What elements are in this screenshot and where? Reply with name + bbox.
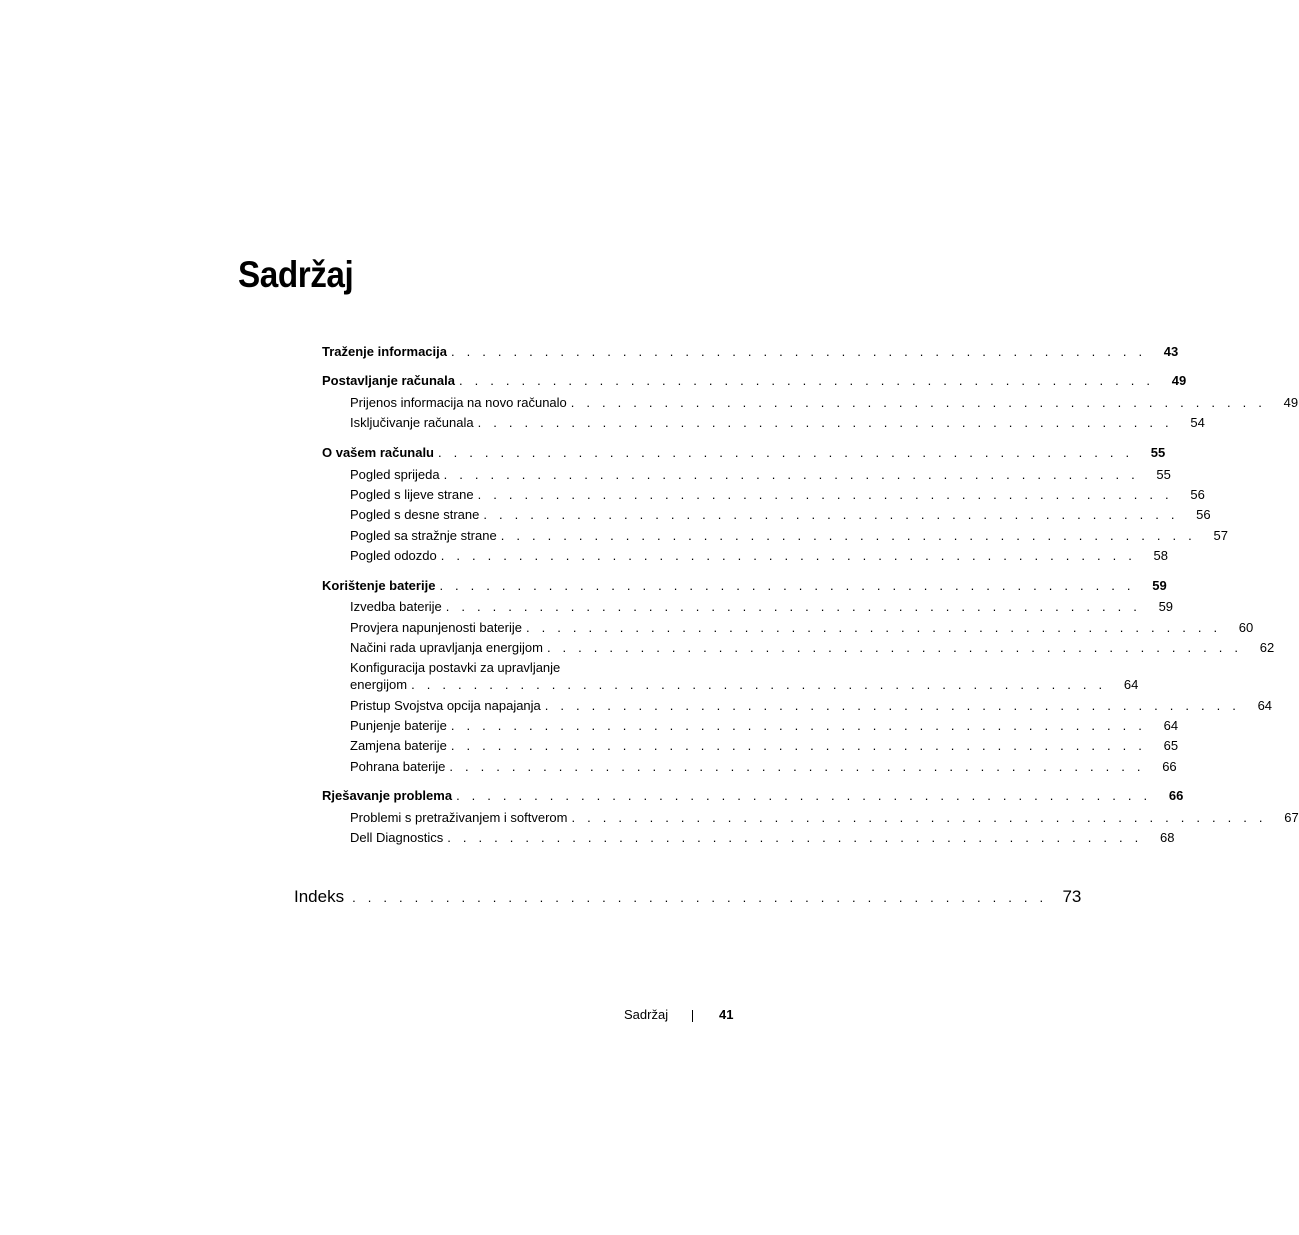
toc-section-entry[interactable] — [350, 395, 1299, 411]
dot-leader: . . . . . . . . . . . . . . . . . . . . . . . . . . . . . . . . . . . . . . . . . . . . . — [438, 445, 1134, 460]
toc-entry-page: 49 — [1171, 373, 1187, 388]
toc-entry-label: Punjenje baterije — [350, 718, 447, 733]
toc-section-entry[interactable] — [350, 677, 1139, 693]
toc-entry-label: Provjera napunjenosti baterije — [350, 620, 522, 635]
toc-chapter-entry[interactable] — [322, 788, 1184, 804]
page-footer — [600, 1006, 734, 1024]
dot-leader: . . . . . . . . . . . . . . . . . . . . . . . . . . . . . . . . . . . . . . . . . . . . . — [450, 718, 1147, 733]
toc-chapter-entry[interactable] — [322, 373, 1187, 389]
index-label: Indeks — [294, 887, 345, 906]
dot-leader: . . . . . . . . . . . . . . . . . . . . . . . . . . . . . . . . . . . . . . . . . . . . . — [477, 415, 1173, 430]
toc-section-entry[interactable] — [350, 528, 1228, 544]
toc-entry-page: 56 — [1190, 487, 1205, 502]
footer-page-number: 41 — [719, 1007, 734, 1022]
toc-entry-label: Prijenos informacija na novo računalo — [350, 395, 567, 410]
dot-leader: . . . . . . . . . . . . . . . . . . . . . . . . . . . . . . . . . . . . . . . . . . . . . — [439, 578, 1135, 593]
toc-entry-label: Izvedba baterije — [350, 599, 442, 614]
toc-entry-page: 64 — [1163, 718, 1179, 733]
dot-leader: . . . . . . . . . . . . . . . . . . . . . . . . . . . . . . . . . . . . . . . . . . . . . — [450, 738, 1147, 753]
toc-entry-label: Pogled s lijeve strane — [350, 487, 474, 502]
toc-entry-label: Zamjena baterije — [350, 738, 447, 753]
toc-entry-label: Korištenje baterije — [322, 578, 436, 593]
footer-label: Sadržaj — [624, 1007, 669, 1022]
toc-chapter-entry[interactable] — [322, 344, 1179, 360]
dot-leader: . . . . . . . . . . . . . . . . . . . . . . . . . . . . . . . . . . . . . . . . . . . . . — [500, 528, 1196, 543]
toc-chapter-entry[interactable] — [322, 445, 1166, 461]
toc-section-entry[interactable] — [350, 810, 1299, 826]
dot-leader: . . . . . . . . . . . . . . . . . . . . . . . . . . . . . . . . . . . . . . . . . . . . . — [440, 548, 1137, 563]
toc-section-entry[interactable] — [350, 830, 1175, 846]
toc-section-entry[interactable] — [350, 620, 1254, 636]
dot-leader: . . . . . . . . . . . . . . . . . . . . . . . . . . . . . . . . . . . . . . . . . . . . . — [443, 467, 1139, 482]
toc-section-entry[interactable] — [350, 599, 1174, 615]
toc-section-entry[interactable] — [350, 415, 1205, 431]
footer-separator — [692, 1010, 693, 1022]
toc-entry-label: Problemi s pretraživanjem i softverom — [350, 810, 568, 825]
toc-section-entry[interactable] — [350, 718, 1179, 734]
toc-entry-page: 57 — [1213, 528, 1228, 543]
toc-entry-label: O vašem računalu — [322, 445, 434, 460]
toc-entry-page: 65 — [1163, 738, 1179, 753]
toc-entry-label: Pogled sprijeda — [350, 467, 440, 482]
toc-entry-page: 67 — [1284, 810, 1299, 825]
toc-entry-page: 68 — [1160, 830, 1175, 845]
dot-leader: . . . . . . . . . . . . . . . . . . . . . . . . . . . . . . . . . . . . . . . . . . . . . — [544, 698, 1241, 713]
toc-entry-label: Rješavanje problema — [322, 788, 453, 803]
toc-entry-page: 60 — [1238, 620, 1254, 635]
toc-entry-page: 62 — [1259, 640, 1275, 655]
toc-entry-page: 66 — [1162, 759, 1177, 774]
toc-entry-label: Pogled sa stražnje strane — [350, 528, 497, 543]
toc-chapter-entry[interactable] — [322, 578, 1167, 594]
dot-leader: . . . . . . . . . . . . . . . . . . . . . . . . . . . . . . . . . . . . . . . . . . . . . — [546, 640, 1243, 655]
toc-entry-label: Traženje informacija — [322, 344, 447, 359]
dot-leader: . . . . . . . . . . . . . . . . . . . . . . . . . . . . . . . . . . . . . . . . . . . . . — [483, 507, 1179, 522]
toc-section-entry[interactable] — [350, 467, 1171, 483]
toc-entry-label-line1[interactable]: Konfiguracija postavki za upravljanje — [350, 660, 561, 675]
toc-section-entry[interactable] — [350, 698, 1273, 714]
dot-leader: . . . . . . . . . . . . . . . . . . . . . . . . . . . . . . . . . . . . . . . . . . . . . — [449, 759, 1145, 774]
toc-index-entry[interactable] — [294, 886, 1082, 909]
toc-entry-label: Načini rada upravljanja energijom — [350, 640, 543, 655]
toc-section-entry[interactable] — [350, 759, 1177, 775]
toc-section-entry[interactable] — [350, 640, 1275, 656]
toc-entry-page: 55 — [1150, 445, 1166, 460]
toc-entry-page: 43 — [1163, 344, 1179, 359]
toc-section-entry[interactable] — [350, 548, 1169, 564]
toc-entry-label: Pogled s desne strane — [350, 507, 480, 522]
dot-leader: . . . . . . . . . . . . . . . . . . . . . . . . . . . . . . . . . . . . . . . . . . . . . — [352, 890, 1048, 905]
toc-entry-label: Pohrana baterije — [350, 759, 446, 774]
dot-leader: . . . . . . . . . . . . . . . . . . . . . . . . . . . . . . . . . . . . . . . . . . . . . — [571, 810, 1267, 825]
toc-section-entry[interactable] — [350, 507, 1211, 523]
toc-entry-page: 54 — [1190, 415, 1205, 430]
toc-entry-label: Dell Diagnostics — [350, 830, 444, 845]
page-title: Sadržaj — [238, 254, 354, 295]
toc-entry-page: 58 — [1153, 548, 1169, 563]
dot-leader: . . . . . . . . . . . . . . . . . . . . . . . . . . . . . . . . . . . . . . . . . . . . . — [447, 830, 1143, 845]
toc-entry-page: 64 — [1257, 698, 1273, 713]
toc-entry-page: 49 — [1283, 395, 1299, 410]
toc-entry-label: Isključivanje računala — [350, 415, 474, 430]
toc-section-entry[interactable] — [350, 487, 1205, 503]
toc-entry-label: Postavljanje računala — [322, 373, 455, 388]
toc-entry-label: Pogled odozdo — [350, 548, 437, 563]
toc-entry-page: 64 — [1123, 677, 1139, 692]
toc-entry-page: 66 — [1168, 788, 1184, 803]
toc-entry-label: Pristup Svojstva opcija napajanja — [350, 698, 541, 713]
dot-leader: . . . . . . . . . . . . . . . . . . . . . . . . . . . . . . . . . . . . . . . . . . . . . — [451, 344, 1147, 359]
index-page: 73 — [1062, 887, 1082, 906]
dot-leader: . . . . . . . . . . . . . . . . . . . . . . . . . . . . . . . . . . . . . . . . . . . . . — [570, 395, 1267, 410]
toc-entry-page: 59 — [1152, 578, 1167, 593]
dot-leader: . . . . . . . . . . . . . . . . . . . . . . . . . . . . . . . . . . . . . . . . . . . . . — [456, 788, 1152, 803]
dot-leader: . . . . . . . . . . . . . . . . . . . . . . . . . . . . . . . . . . . . . . . . . . . . . — [445, 599, 1142, 614]
toc-entry-label: energijom — [350, 677, 408, 692]
toc-entry-page: 56 — [1196, 507, 1211, 522]
dot-leader: . . . . . . . . . . . . . . . . . . . . . . . . . . . . . . . . . . . . . . . . . . . . . — [526, 620, 1222, 635]
toc-entry-page: 55 — [1156, 467, 1171, 482]
dot-leader: . . . . . . . . . . . . . . . . . . . . . . . . . . . . . . . . . . . . . . . . . . . . . — [477, 487, 1173, 502]
dot-leader: . . . . . . . . . . . . . . . . . . . . . . . . . . . . . . . . . . . . . . . . . . . . . — [411, 677, 1107, 692]
toc-section-entry[interactable] — [350, 738, 1179, 754]
dot-leader: . . . . . . . . . . . . . . . . . . . . . . . . . . . . . . . . . . . . . . . . . . . . . — [458, 373, 1155, 388]
toc-entry-page: 59 — [1158, 599, 1174, 614]
